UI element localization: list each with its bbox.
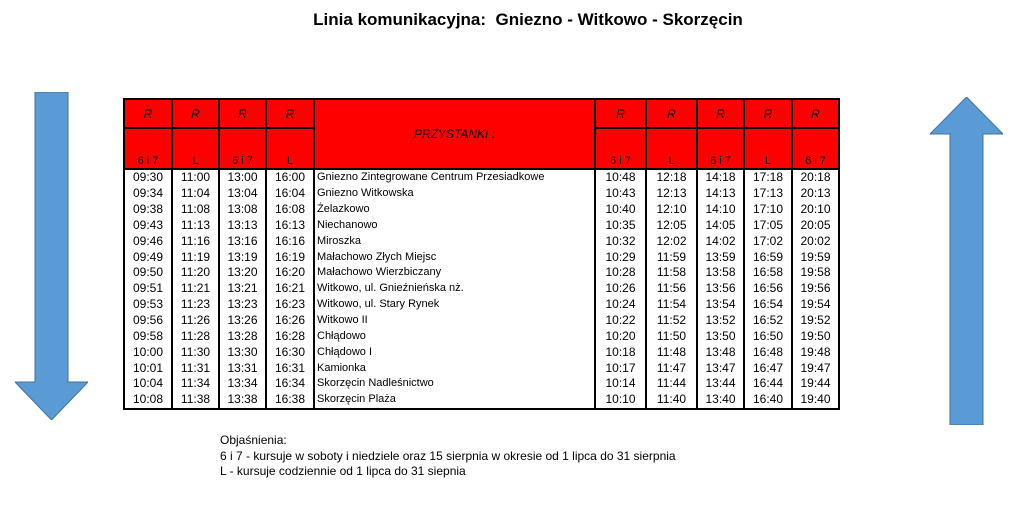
departure-time: 14:18 xyxy=(697,169,744,186)
departure-time: 16:28 xyxy=(266,328,314,344)
stop-name: Skorzęcin Nadleśnictwo xyxy=(314,376,595,392)
departure-time: 10:08 xyxy=(124,392,172,409)
departure-time: 20:18 xyxy=(792,169,839,186)
departure-time: 12:13 xyxy=(646,186,697,202)
departure-time: 13:40 xyxy=(697,392,744,409)
departure-time: 13:34 xyxy=(219,376,266,392)
stop-name: Kamionka xyxy=(314,360,595,376)
header-days: 6 i 7 xyxy=(595,128,646,169)
departure-time: 12:05 xyxy=(646,218,697,234)
departure-time: 10:10 xyxy=(595,392,646,409)
departure-time: 13:38 xyxy=(219,392,266,409)
departure-time: 14:10 xyxy=(697,202,744,218)
departure-time: 11:54 xyxy=(646,297,697,313)
stop-name: Witkowo II xyxy=(314,313,595,329)
header-days: L xyxy=(172,128,219,169)
header-days: L xyxy=(744,128,792,169)
timetable-body xyxy=(124,169,839,409)
departure-time: 20:02 xyxy=(792,233,839,249)
departure-time: 13:16 xyxy=(219,233,266,249)
departure-time: 16:48 xyxy=(744,344,792,360)
departure-time: 16:40 xyxy=(744,392,792,409)
table-row xyxy=(124,360,839,376)
departure-time: 19:52 xyxy=(792,313,839,329)
notes xyxy=(220,433,676,480)
departure-time: 13:20 xyxy=(219,265,266,281)
departure-time: 20:05 xyxy=(792,218,839,234)
departure-time: 09:43 xyxy=(124,218,172,234)
departure-time: 14:05 xyxy=(697,218,744,234)
departure-time: 10:40 xyxy=(595,202,646,218)
table-row xyxy=(124,265,839,281)
departure-time: 13:56 xyxy=(697,281,744,297)
departure-time: 11:08 xyxy=(172,202,219,218)
departure-time: 11:31 xyxy=(172,360,219,376)
departure-time: 16:04 xyxy=(266,186,314,202)
departure-time: 11:59 xyxy=(646,249,697,265)
departure-time: 16:19 xyxy=(266,249,314,265)
table-row xyxy=(124,281,839,297)
header-code: R xyxy=(124,99,172,128)
departure-time: 11:58 xyxy=(646,265,697,281)
stop-name: Skorzęcin Plaża xyxy=(314,392,595,409)
departure-time: 09:56 xyxy=(124,313,172,329)
departure-time: 19:54 xyxy=(792,297,839,313)
departure-time: 16:34 xyxy=(266,376,314,392)
departure-time: 11:04 xyxy=(172,186,219,202)
departure-time: 11:47 xyxy=(646,360,697,376)
table-row xyxy=(124,218,839,234)
departure-time: 09:53 xyxy=(124,297,172,313)
departure-time: 16:50 xyxy=(744,328,792,344)
departure-time: 16:44 xyxy=(744,376,792,392)
departure-time: 13:59 xyxy=(697,249,744,265)
departure-time: 09:51 xyxy=(124,281,172,297)
departure-time: 11:28 xyxy=(172,328,219,344)
table-row xyxy=(124,169,839,186)
departure-time: 11:16 xyxy=(172,233,219,249)
departure-time: 12:18 xyxy=(646,169,697,186)
departure-time: 13:28 xyxy=(219,328,266,344)
departure-time: 16:56 xyxy=(744,281,792,297)
departure-time: 13:58 xyxy=(697,265,744,281)
departure-time: 16:20 xyxy=(266,265,314,281)
header-code: R xyxy=(172,99,219,128)
departure-time: 17:10 xyxy=(744,202,792,218)
departure-time: 13:50 xyxy=(697,328,744,344)
header-code: R xyxy=(595,99,646,128)
departure-time: 11:26 xyxy=(172,313,219,329)
departure-time: 16:26 xyxy=(266,313,314,329)
header-code: R xyxy=(792,99,839,128)
departure-time: 13:00 xyxy=(219,169,266,186)
departure-time: 17:05 xyxy=(744,218,792,234)
departure-time: 10:18 xyxy=(595,344,646,360)
departure-time: 09:49 xyxy=(124,249,172,265)
stop-name: Małachowo Wierzbiczany xyxy=(314,265,595,281)
stop-name: Witkowo, ul. Gnieźnieńska nż. xyxy=(314,281,595,297)
notes-line: L - kursuje codziennie od 1 lipca do 31 siepnia xyxy=(220,464,466,478)
departure-time: 13:04 xyxy=(219,186,266,202)
departure-time: 19:50 xyxy=(792,328,839,344)
header-days: 6 i 7 xyxy=(697,128,744,169)
stops-header: PRZYSTANKI : xyxy=(314,99,595,169)
departure-time: 11:00 xyxy=(172,169,219,186)
departure-time: 10:35 xyxy=(595,218,646,234)
stop-name: Gniezno Witkowska xyxy=(314,186,595,202)
departure-time: 09:46 xyxy=(124,233,172,249)
departure-time: 11:34 xyxy=(172,376,219,392)
departure-time: 19:58 xyxy=(792,265,839,281)
departure-time: 16:54 xyxy=(744,297,792,313)
departure-time: 19:44 xyxy=(792,376,839,392)
departure-time: 19:56 xyxy=(792,281,839,297)
header-days: 6 i 7 xyxy=(124,128,172,169)
table-row xyxy=(124,202,839,218)
departure-time: 16:23 xyxy=(266,297,314,313)
departure-time: 10:24 xyxy=(595,297,646,313)
departure-time: 10:28 xyxy=(595,265,646,281)
departure-time: 20:13 xyxy=(792,186,839,202)
departure-time: 16:59 xyxy=(744,249,792,265)
departure-time: 13:54 xyxy=(697,297,744,313)
departure-time: 19:47 xyxy=(792,360,839,376)
departure-time: 13:23 xyxy=(219,297,266,313)
stop-name: Małachowo Złych Miejsc xyxy=(314,249,595,265)
notes-line: 6 i 7 - kursuje w soboty i niedziele oraz 15 sierpnia w okresie od 1 lipca do 31 sierpnia xyxy=(220,448,676,463)
header-code: R xyxy=(697,99,744,128)
departure-time: 13:21 xyxy=(219,281,266,297)
departure-time: 10:00 xyxy=(124,344,172,360)
departure-time: 13:31 xyxy=(219,360,266,376)
departure-time: 17:02 xyxy=(744,233,792,249)
departure-time: 11:48 xyxy=(646,344,697,360)
stop-name: Chłądowo xyxy=(314,328,595,344)
departure-time: 16:31 xyxy=(266,360,314,376)
departure-time: 11:56 xyxy=(646,281,697,297)
table-row xyxy=(124,313,839,329)
departure-time: 16:16 xyxy=(266,233,314,249)
departure-time: 16:58 xyxy=(744,265,792,281)
stop-name: Niechanowo xyxy=(314,218,595,234)
departure-time: 16:30 xyxy=(266,344,314,360)
departure-time: 19:40 xyxy=(792,392,839,409)
departure-time: 10:01 xyxy=(124,360,172,376)
departure-time: 16:00 xyxy=(266,169,314,186)
departure-time: 13:52 xyxy=(697,313,744,329)
table-row xyxy=(124,392,839,409)
departure-time: 16:38 xyxy=(266,392,314,409)
departure-time: 19:59 xyxy=(792,249,839,265)
departure-time: 09:34 xyxy=(124,186,172,202)
departure-time: 16:08 xyxy=(266,202,314,218)
departure-time: 17:13 xyxy=(744,186,792,202)
departure-time: 13:30 xyxy=(219,344,266,360)
departure-time: 11:20 xyxy=(172,265,219,281)
stop-name: Miroszka xyxy=(314,233,595,249)
departure-time: 16:13 xyxy=(266,218,314,234)
departure-time: 16:21 xyxy=(266,281,314,297)
stop-name: Żelazkowo xyxy=(314,202,595,218)
stop-name: Gniezno Zintegrowane Centrum Przesiadkowe xyxy=(314,169,595,186)
departure-time: 16:52 xyxy=(744,313,792,329)
timetable xyxy=(123,98,840,410)
departure-time: 10:48 xyxy=(595,169,646,186)
table-row xyxy=(124,186,839,202)
departure-time: 11:38 xyxy=(172,392,219,409)
departure-time: 10:32 xyxy=(595,233,646,249)
departure-time: 11:19 xyxy=(172,249,219,265)
departure-time: 12:02 xyxy=(646,233,697,249)
page-title: Linia komunikacyjna: Gniezno - Witkowo - Skorzęcin xyxy=(313,10,743,29)
departure-time: 10:22 xyxy=(595,313,646,329)
header-row-codes xyxy=(124,99,839,128)
departure-time: 11:13 xyxy=(172,218,219,234)
departure-time: 11:44 xyxy=(646,376,697,392)
table-row xyxy=(124,249,839,265)
departure-time: 09:30 xyxy=(124,169,172,186)
departure-time: 10:04 xyxy=(124,376,172,392)
table-row xyxy=(124,297,839,313)
departure-time: 11:21 xyxy=(172,281,219,297)
departure-time: 11:30 xyxy=(172,344,219,360)
table-row xyxy=(124,233,839,249)
departure-time: 14:02 xyxy=(697,233,744,249)
departure-time: 13:44 xyxy=(697,376,744,392)
stop-name: Witkowo, ul. Stary Rynek xyxy=(314,297,595,313)
departure-time: 17:18 xyxy=(744,169,792,186)
table-row xyxy=(124,328,839,344)
departure-time: 10:29 xyxy=(595,249,646,265)
arrow-down-icon xyxy=(15,92,88,420)
departure-time: 09:50 xyxy=(124,265,172,281)
departure-time: 19:48 xyxy=(792,344,839,360)
departure-time: 13:26 xyxy=(219,313,266,329)
stop-name: Chłądowo I xyxy=(314,344,595,360)
departure-time: 14:13 xyxy=(697,186,744,202)
table-row xyxy=(124,376,839,392)
header-code: R xyxy=(744,99,792,128)
table-row xyxy=(124,344,839,360)
departure-time: 16:47 xyxy=(744,360,792,376)
header-days: L xyxy=(266,128,314,169)
header-days: 6 i 7 xyxy=(219,128,266,169)
header-days: L xyxy=(646,128,697,169)
departure-time: 13:48 xyxy=(697,344,744,360)
header-code: R xyxy=(219,99,266,128)
departure-time: 13:13 xyxy=(219,218,266,234)
departure-time: 20:10 xyxy=(792,202,839,218)
departure-time: 10:43 xyxy=(595,186,646,202)
departure-time: 11:40 xyxy=(646,392,697,409)
header-code: R xyxy=(646,99,697,128)
notes-heading: Objaśnienia: xyxy=(220,433,287,447)
header-code: R xyxy=(266,99,314,128)
departure-time: 13:19 xyxy=(219,249,266,265)
arrow-up-icon xyxy=(930,97,1003,425)
departure-time: 10:20 xyxy=(595,328,646,344)
header-days: 6 i 7 xyxy=(792,128,839,169)
departure-time: 13:08 xyxy=(219,202,266,218)
departure-time: 10:17 xyxy=(595,360,646,376)
departure-time: 11:50 xyxy=(646,328,697,344)
departure-time: 09:58 xyxy=(124,328,172,344)
departure-time: 10:26 xyxy=(595,281,646,297)
departure-time: 10:14 xyxy=(595,376,646,392)
departure-time: 12:10 xyxy=(646,202,697,218)
departure-time: 09:38 xyxy=(124,202,172,218)
departure-time: 11:52 xyxy=(646,313,697,329)
departure-time: 13:47 xyxy=(697,360,744,376)
departure-time: 11:23 xyxy=(172,297,219,313)
